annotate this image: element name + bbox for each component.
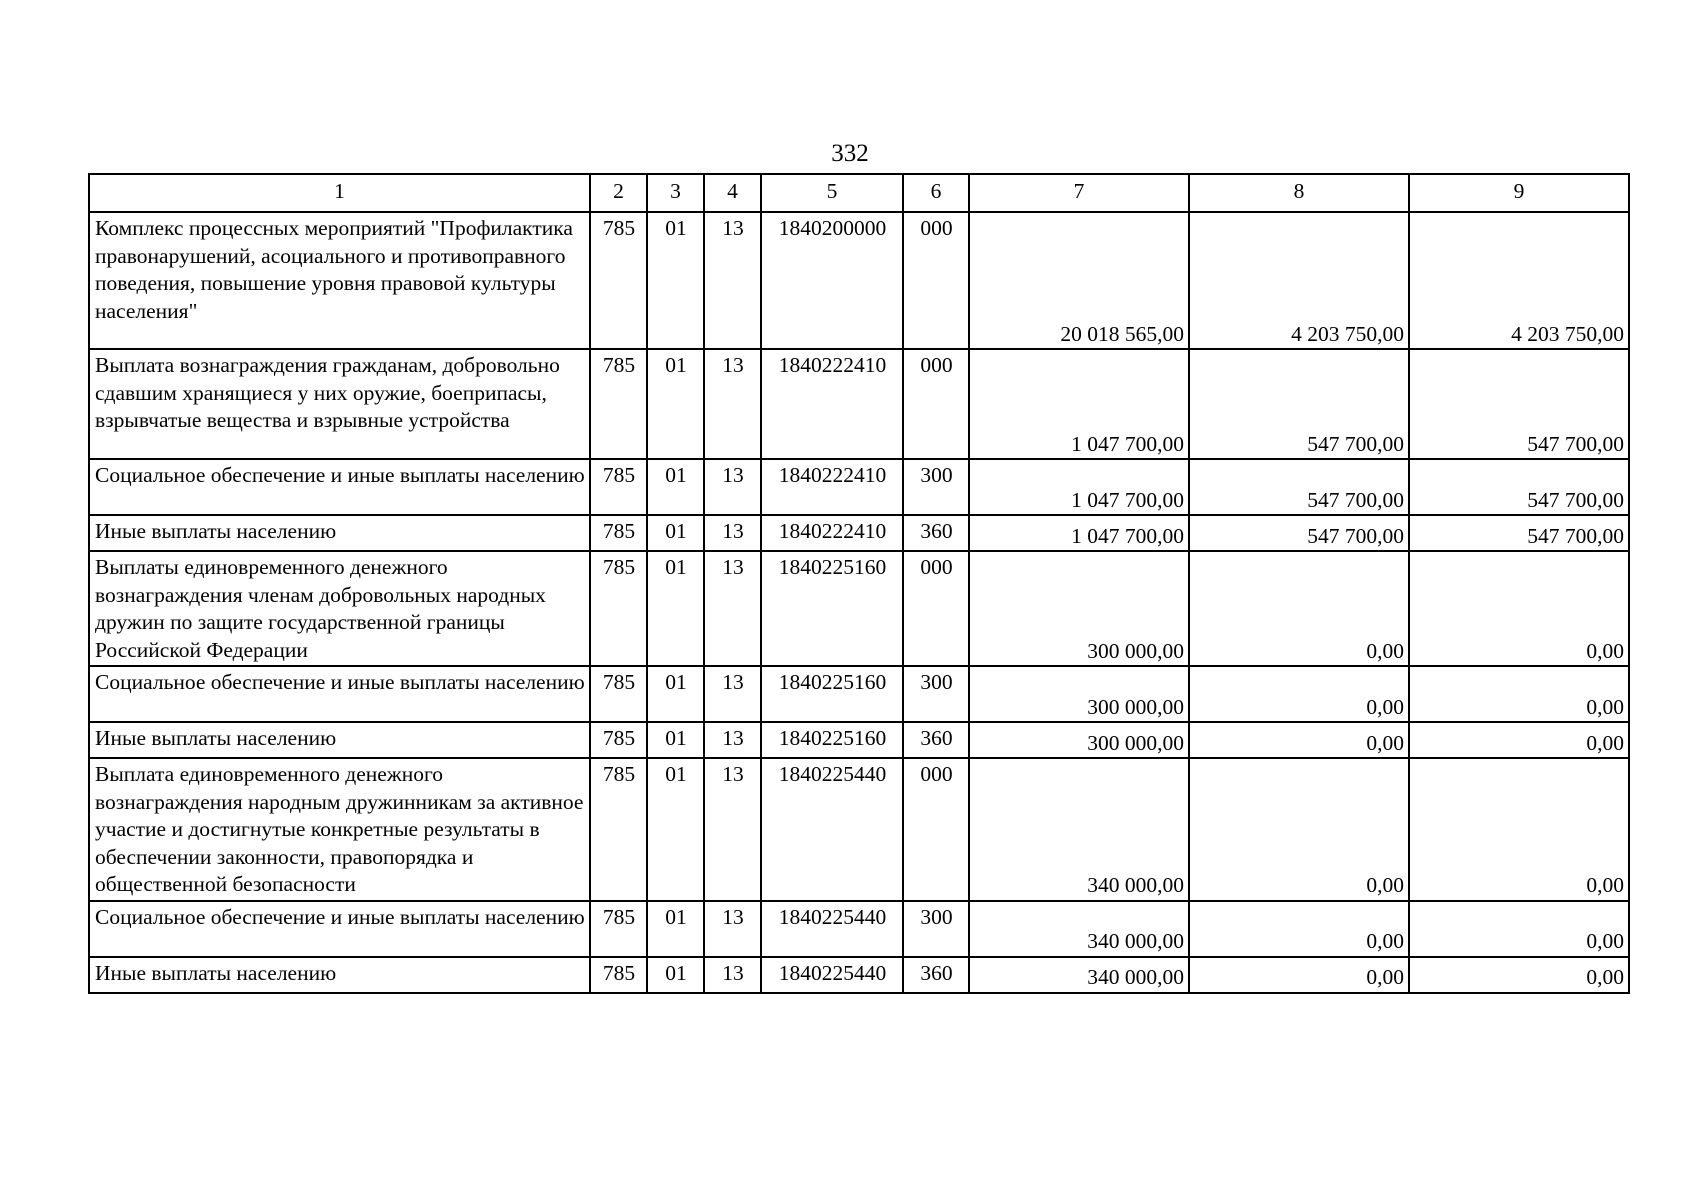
table-row [89, 459, 1629, 515]
code-cell-4: 13 [704, 212, 761, 349]
code-cell-3: 01 [647, 758, 704, 901]
code-cell-2: 785 [590, 722, 647, 758]
amount-cell-7: 300 000,00 [969, 551, 1189, 666]
amount-cell-9: 0,00 [1409, 722, 1629, 758]
code-cell-2: 785 [590, 551, 647, 666]
code-cell-2: 785 [590, 666, 647, 722]
code-cell-6: 300 [903, 459, 969, 515]
amount-cell-9: 0,00 [1409, 666, 1629, 722]
code-cell-6: 360 [903, 957, 969, 993]
header-cell: 5 [761, 174, 903, 212]
row-name-cell: Иные выплаты населению [89, 515, 590, 551]
amount-cell-8: 0,00 [1189, 901, 1409, 957]
amount-cell-9: 0,00 [1409, 957, 1629, 993]
code-cell-5: 1840225160 [761, 551, 903, 666]
row-name-cell: Иные выплаты населению [89, 722, 590, 758]
amount-cell-9: 547 700,00 [1409, 459, 1629, 515]
header-cell: 6 [903, 174, 969, 212]
code-cell-5: 1840200000 [761, 212, 903, 349]
amount-cell-8: 0,00 [1189, 666, 1409, 722]
amount-cell-9: 547 700,00 [1409, 515, 1629, 551]
amount-cell-9: 4 203 750,00 [1409, 212, 1629, 349]
code-cell-4: 13 [704, 459, 761, 515]
code-cell-5: 1840225440 [761, 758, 903, 901]
code-cell-3: 01 [647, 551, 704, 666]
code-cell-3: 01 [647, 515, 704, 551]
code-cell-3: 01 [647, 459, 704, 515]
row-name-cell: Иные выплаты населению [89, 957, 590, 993]
table-header-row [89, 174, 1629, 212]
code-cell-6: 000 [903, 212, 969, 349]
amount-cell-8: 0,00 [1189, 722, 1409, 758]
budget-table [88, 173, 1630, 994]
code-cell-5: 1840225440 [761, 957, 903, 993]
table-row [89, 957, 1629, 993]
code-cell-6: 360 [903, 722, 969, 758]
amount-cell-8: 0,00 [1189, 758, 1409, 901]
row-name-cell: Выплата единовременного денежного вознаграждения народным дружинникам за активное участие и достигнутые конкретные результаты в обеспечении законности, правопорядка и общественной безопасности [89, 758, 590, 901]
amount-cell-9: 0,00 [1409, 901, 1629, 957]
amount-cell-7: 340 000,00 [969, 957, 1189, 993]
table-row [89, 901, 1629, 957]
code-cell-6: 000 [903, 349, 969, 459]
amount-cell-7: 340 000,00 [969, 758, 1189, 901]
table-row [89, 212, 1629, 349]
amount-cell-7: 340 000,00 [969, 901, 1189, 957]
code-cell-3: 01 [647, 901, 704, 957]
row-name-cell: Выплаты единовременного денежного вознаграждения членам добровольных народных дружин по защите государственной границы Российской Федерации [89, 551, 590, 666]
header-cell: 3 [647, 174, 704, 212]
amount-cell-8: 547 700,00 [1189, 349, 1409, 459]
row-name-cell: Комплекс процессных мероприятий "Профилактика правонарушений, асоциального и противоправного поведения, повышение уровня правовой культуры населения" [89, 212, 590, 349]
table-row [89, 349, 1629, 459]
amount-cell-8: 547 700,00 [1189, 459, 1409, 515]
row-name-cell: Выплата вознаграждения гражданам, добровольно сдавшим хранящиеся у них оружие, боеприпасы, взрывчатые вещества и взрывные устройства [89, 349, 590, 459]
code-cell-4: 13 [704, 722, 761, 758]
code-cell-2: 785 [590, 212, 647, 349]
code-cell-6: 300 [903, 901, 969, 957]
code-cell-3: 01 [647, 212, 704, 349]
header-cell: 7 [969, 174, 1189, 212]
code-cell-2: 785 [590, 459, 647, 515]
amount-cell-8: 4 203 750,00 [1189, 212, 1409, 349]
table-row [89, 515, 1629, 551]
amount-cell-7: 1 047 700,00 [969, 515, 1189, 551]
amount-cell-8: 547 700,00 [1189, 515, 1409, 551]
code-cell-5: 1840225160 [761, 666, 903, 722]
code-cell-4: 13 [704, 758, 761, 901]
row-name-cell: Социальное обеспечение и иные выплаты населению [89, 901, 590, 957]
code-cell-6: 000 [903, 551, 969, 666]
code-cell-2: 785 [590, 758, 647, 901]
code-cell-5: 1840222410 [761, 459, 903, 515]
code-cell-4: 13 [704, 551, 761, 666]
code-cell-4: 13 [704, 349, 761, 459]
header-cell: 1 [89, 174, 590, 212]
code-cell-6: 000 [903, 758, 969, 901]
table-row [89, 758, 1629, 901]
code-cell-3: 01 [647, 666, 704, 722]
amount-cell-8: 0,00 [1189, 551, 1409, 666]
header-cell: 2 [590, 174, 647, 212]
code-cell-6: 300 [903, 666, 969, 722]
code-cell-4: 13 [704, 901, 761, 957]
header-cell: 4 [704, 174, 761, 212]
code-cell-2: 785 [590, 515, 647, 551]
amount-cell-7: 1 047 700,00 [969, 459, 1189, 515]
table-row [89, 666, 1629, 722]
header-cell: 9 [1409, 174, 1629, 212]
amount-cell-9: 547 700,00 [1409, 349, 1629, 459]
code-cell-5: 1840222410 [761, 515, 903, 551]
amount-cell-7: 1 047 700,00 [969, 349, 1189, 459]
header-cell: 8 [1189, 174, 1409, 212]
row-name-cell: Социальное обеспечение и иные выплаты населению [89, 666, 590, 722]
amount-cell-7: 20 018 565,00 [969, 212, 1189, 349]
code-cell-5: 1840222410 [761, 349, 903, 459]
amount-cell-9: 0,00 [1409, 758, 1629, 901]
table-row [89, 551, 1629, 666]
row-name-cell: Социальное обеспечение и иные выплаты населению [89, 459, 590, 515]
code-cell-2: 785 [590, 957, 647, 993]
code-cell-3: 01 [647, 957, 704, 993]
code-cell-3: 01 [647, 722, 704, 758]
code-cell-2: 785 [590, 349, 647, 459]
code-cell-4: 13 [704, 666, 761, 722]
table-row [89, 722, 1629, 758]
code-cell-3: 01 [647, 349, 704, 459]
amount-cell-8: 0,00 [1189, 957, 1409, 993]
code-cell-4: 13 [704, 957, 761, 993]
code-cell-6: 360 [903, 515, 969, 551]
code-cell-2: 785 [590, 901, 647, 957]
code-cell-5: 1840225160 [761, 722, 903, 758]
amount-cell-7: 300 000,00 [969, 666, 1189, 722]
code-cell-5: 1840225440 [761, 901, 903, 957]
amount-cell-9: 0,00 [1409, 551, 1629, 666]
code-cell-4: 13 [704, 515, 761, 551]
page-number: 332 [831, 140, 869, 167]
amount-cell-7: 300 000,00 [969, 722, 1189, 758]
